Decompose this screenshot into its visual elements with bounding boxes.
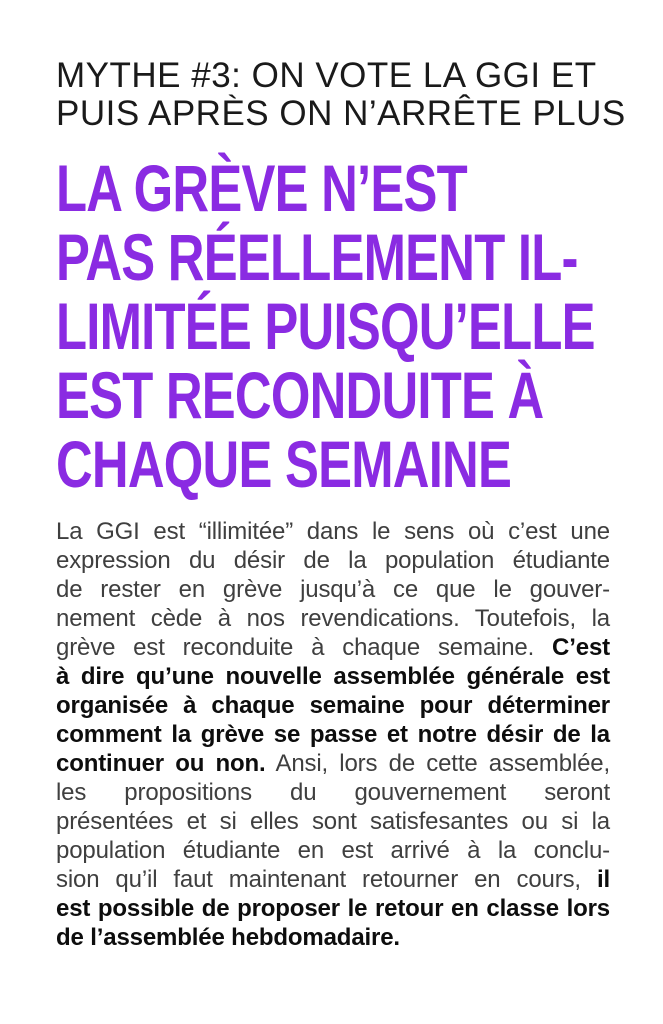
body-line: [56, 517, 610, 546]
myth-kicker: [56, 57, 663, 133]
body-paragraph: [56, 517, 610, 952]
body-text-segment: La GGI est “illimitée” dans le sens où c’est une: [56, 518, 610, 545]
headline-line-4: EST RECONDUITE À: [56, 358, 544, 432]
body-text-segment-bold: il: [596, 866, 610, 893]
body-line: [56, 807, 610, 836]
body-text-segment: expression du désir de la population étudiante: [56, 547, 610, 574]
body-text-segment: nement cède à nos revendications. Toutefois, la: [56, 605, 610, 632]
body-text-segment-bold: comment la grève se passe et notre désir de la: [56, 721, 610, 748]
headline-line-2: PAS RÉELLEMENT IL-: [56, 220, 578, 294]
body-line: [56, 546, 610, 575]
body-text-segment: sion qu’il faut maintenant retourner en cours,: [56, 866, 597, 893]
body-line: [56, 749, 610, 778]
body-text-segment-bold: organisée à chaque semaine pour déterminer: [56, 692, 610, 719]
body-text-segment: de rester en grève jusqu’à ce que le gouver-: [56, 576, 610, 603]
body-text-segment-bold: de l’assemblée hebdomadaire.: [56, 924, 400, 951]
body-line: [56, 575, 610, 604]
body-text-segment: population étudiante en est arrivé à la conclu-: [56, 837, 610, 864]
kicker-line-2: PUIS APRÈS ON N’ARRÊTE PLUS: [56, 94, 626, 133]
body-line: [56, 894, 610, 923]
body-text-segment-bold: à dire qu’une nouvelle assemblée générale est: [56, 663, 610, 690]
headline-line-5: CHAQUE SEMAINE: [56, 427, 512, 501]
body-line: [56, 691, 610, 720]
headline-line-3: LIMITÉE PUISQU’ELLE: [56, 289, 595, 363]
headline-line-1: LA GRÈVE N’EST: [56, 151, 467, 225]
body-text-segment-bold: continuer ou non.: [56, 750, 266, 777]
body-text-segment: présentées et si elles sont satisfesantes ou si la: [56, 808, 610, 835]
body-text-segment: Ansi, lors de cette assemblée,: [265, 750, 611, 777]
body-text-segment: grève est reconduite à chaque semaine.: [56, 634, 553, 661]
body-text-segment-bold: C’est: [552, 634, 610, 661]
body-line: [56, 604, 610, 633]
body-line: [56, 923, 610, 952]
body-line: [56, 836, 610, 865]
body-text-segment: les propositions du gouvernement seront: [56, 779, 610, 806]
body-line: [56, 633, 610, 662]
headline: [56, 151, 595, 501]
body-line: [56, 778, 610, 807]
body-line: [56, 662, 610, 691]
body-line: [56, 865, 610, 894]
body-line: [56, 720, 610, 749]
kicker-line-1: MYTHE #3: ON VOTE LA GGI ET: [56, 56, 597, 95]
body-text-segment-bold: est possible de proposer le retour en classe lors: [56, 895, 610, 922]
